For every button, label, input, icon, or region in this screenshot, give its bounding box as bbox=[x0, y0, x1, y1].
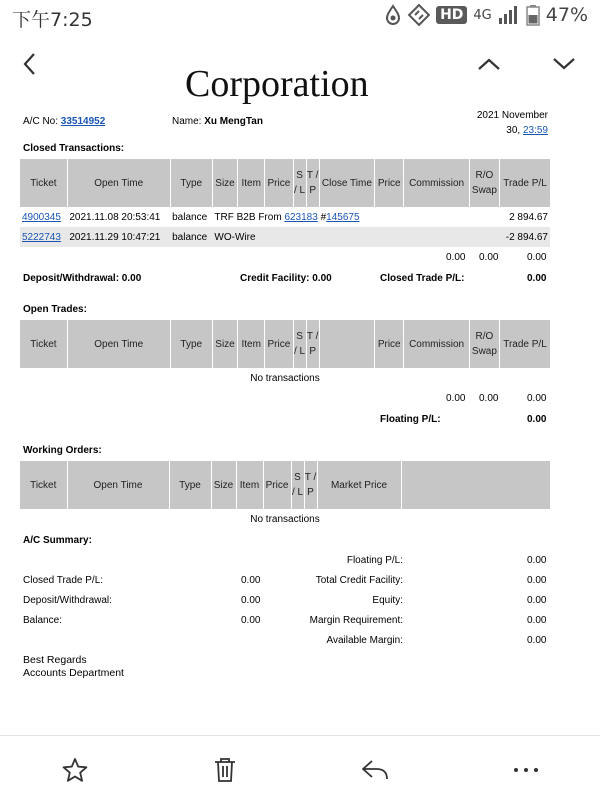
chevron-left-icon bbox=[20, 51, 40, 77]
description-link-2[interactable]: 145675 bbox=[326, 211, 360, 223]
email-action-bar bbox=[0, 735, 600, 800]
col-commission: Commission bbox=[404, 159, 469, 207]
next-email-button[interactable] bbox=[546, 46, 582, 82]
open-total-pl: 0.00 bbox=[527, 393, 547, 404]
col-swap: R/O Swap bbox=[469, 320, 499, 368]
col-ticket: Ticket bbox=[20, 159, 67, 207]
ticket-link[interactable]: 4900345 bbox=[22, 211, 61, 223]
type-cell: balance bbox=[172, 211, 208, 223]
col-type: Type bbox=[170, 159, 212, 207]
col-size: Size bbox=[212, 320, 237, 368]
col-type: Type bbox=[169, 461, 211, 509]
working-orders-title: Working Orders: bbox=[23, 445, 102, 456]
col-price: Price bbox=[265, 320, 293, 368]
summary-equity-label: Equity: bbox=[372, 595, 403, 606]
empty-row bbox=[20, 509, 550, 529]
type-cell: balance bbox=[170, 227, 212, 247]
report-date bbox=[477, 108, 548, 138]
company-heading: Corporation bbox=[185, 63, 369, 105]
chevron-down-icon bbox=[551, 54, 577, 74]
description-prefix: TRF B2B From bbox=[214, 211, 282, 223]
summary-balance-label: Balance: bbox=[23, 615, 62, 626]
open-total-swap: 0.00 bbox=[479, 393, 499, 404]
col-sl: S / L bbox=[293, 320, 306, 368]
ac-no-link[interactable]: 33514952 bbox=[60, 116, 106, 127]
col-type: Type bbox=[170, 320, 212, 368]
email-body bbox=[0, 63, 600, 734]
col-price: Price bbox=[265, 159, 293, 207]
summary-margin-req-value: 0.00 bbox=[527, 615, 547, 626]
closed-total-swap: 0.00 bbox=[479, 252, 499, 263]
summary-floating-label: Floating P/L: bbox=[346, 555, 403, 566]
closed-total-commission: 0.00 bbox=[446, 252, 466, 263]
more-button[interactable] bbox=[510, 754, 542, 786]
credit-facility-summary: Credit Facility: 0.00 bbox=[240, 273, 332, 284]
col-market-price: Market Price bbox=[317, 461, 401, 509]
back-button[interactable] bbox=[12, 46, 48, 82]
description-cell: WO-Wire bbox=[212, 227, 499, 247]
trade-pl-cell: -2 894.67 bbox=[500, 227, 550, 247]
col-open-time: Open Time bbox=[67, 320, 170, 368]
closed-transactions-title: Closed Transactions: bbox=[23, 143, 125, 154]
col-trade-pl: Trade P/L bbox=[500, 159, 550, 207]
deposit-withdrawal-summary: Deposit/Withdrawal: 0.00 bbox=[23, 273, 142, 284]
col-tp: T / P bbox=[304, 461, 317, 509]
summary-balance-value: 0.00 bbox=[241, 615, 261, 626]
previous-email-button[interactable] bbox=[471, 46, 507, 82]
col-tp: T / P bbox=[306, 320, 319, 368]
nfc-icon bbox=[408, 4, 430, 26]
col-price: Price bbox=[263, 461, 291, 509]
account-name: Xu MengTan bbox=[204, 116, 263, 127]
signal-icon bbox=[498, 4, 520, 26]
closed-trade-pl-label: Closed Trade P/L: bbox=[380, 273, 465, 284]
ac-no-label: A/C No: bbox=[23, 116, 59, 127]
summary-margin-req-label: Margin Requirement: bbox=[309, 615, 403, 626]
col-size: Size bbox=[212, 159, 237, 207]
no-transactions-text: No transactions bbox=[250, 513, 320, 525]
summary-total-credit-value: 0.00 bbox=[527, 575, 547, 586]
open-trades-title: Open Trades: bbox=[23, 304, 87, 315]
open-trades-table bbox=[20, 320, 550, 388]
col-blank bbox=[401, 461, 550, 509]
description-hash: # bbox=[320, 211, 327, 223]
closed-header-row bbox=[20, 159, 550, 207]
col-tp: T / P bbox=[306, 159, 319, 207]
col-sl: S / L bbox=[291, 461, 304, 509]
status-icons bbox=[384, 4, 588, 26]
summary-equity-value: 0.00 bbox=[527, 595, 547, 606]
date-line-2: 30, bbox=[506, 125, 521, 136]
battery-icon bbox=[526, 4, 540, 26]
col-sl: S / L bbox=[293, 159, 306, 207]
open-time-cell: 2021.11.29 10:47:21 bbox=[67, 227, 170, 247]
star-icon bbox=[61, 756, 89, 784]
account-name-row bbox=[172, 116, 263, 127]
col-open-time: Open Time bbox=[67, 159, 170, 207]
floating-pl-label: Floating P/L: bbox=[380, 414, 441, 425]
summary-deposit-value: 0.00 bbox=[241, 595, 261, 606]
col-current-price: Price bbox=[375, 320, 404, 368]
summary-available-value: 0.00 bbox=[527, 635, 547, 646]
col-open-time: Open Time bbox=[67, 461, 169, 509]
network-type: 4G bbox=[473, 7, 492, 23]
col-blank bbox=[319, 320, 374, 368]
empty-row bbox=[20, 368, 550, 388]
summary-available-label: Available Margin: bbox=[326, 635, 403, 646]
name-label: Name: bbox=[172, 116, 202, 127]
reply-button[interactable] bbox=[359, 754, 391, 786]
col-item: Item bbox=[238, 320, 265, 368]
closed-transactions-table bbox=[20, 159, 550, 247]
summary-closed-value: 0.00 bbox=[241, 575, 261, 586]
table-row bbox=[20, 227, 550, 247]
hd-badge: HD bbox=[436, 6, 467, 24]
date-line-1: 2021 November bbox=[476, 110, 548, 121]
summary-deposit-label: Deposit/Withdrawal: bbox=[23, 595, 112, 606]
date-time-link[interactable]: 23:59 bbox=[522, 125, 548, 136]
working-header-row bbox=[20, 461, 550, 509]
open-header-row bbox=[20, 320, 550, 368]
working-orders-table bbox=[20, 461, 550, 529]
trash-icon bbox=[212, 756, 238, 784]
closed-total-pl: 0.00 bbox=[527, 252, 547, 263]
col-item: Item bbox=[236, 461, 263, 509]
more-icon bbox=[512, 765, 540, 775]
battery-percent: 47% bbox=[545, 4, 588, 26]
drop-icon bbox=[384, 4, 402, 26]
col-swap: R/O Swap bbox=[469, 159, 499, 207]
col-ticket: Ticket bbox=[20, 461, 67, 509]
col-commission: Commission bbox=[404, 320, 469, 368]
open-time-cell: 2021.11.08 20:53:41 bbox=[69, 211, 161, 223]
delete-button[interactable] bbox=[209, 754, 241, 786]
star-button[interactable] bbox=[59, 754, 91, 786]
col-ticket: Ticket bbox=[20, 320, 67, 368]
col-close-time: Close Time bbox=[319, 159, 374, 207]
no-transactions-text: No transactions bbox=[250, 372, 320, 384]
ac-summary-title: A/C Summary: bbox=[23, 535, 92, 546]
trade-pl-cell: 2 894.67 bbox=[509, 211, 548, 223]
col-item: Item bbox=[238, 159, 265, 207]
description-link-1[interactable]: 623183 bbox=[284, 211, 318, 223]
floating-pl-value: 0.00 bbox=[527, 414, 547, 425]
chevron-up-icon bbox=[476, 54, 502, 74]
ticket-link[interactable]: 5222743 bbox=[22, 231, 61, 243]
closed-trade-pl-value: 0.00 bbox=[527, 273, 547, 284]
reply-icon bbox=[360, 757, 390, 783]
status-time: 下午7:25 bbox=[12, 9, 93, 31]
summary-floating-value: 0.00 bbox=[527, 555, 547, 566]
description-cell bbox=[212, 207, 499, 227]
table-row bbox=[20, 207, 550, 227]
open-total-commission: 0.00 bbox=[446, 393, 466, 404]
status-bar bbox=[0, 0, 600, 34]
signature-line-2: Accounts Department bbox=[23, 667, 124, 679]
summary-total-credit-label: Total Credit Facility: bbox=[315, 575, 403, 586]
signature-line-1: Best Regards bbox=[23, 654, 87, 666]
col-close-price: Price bbox=[375, 159, 404, 207]
col-trade-pl: Trade P/L bbox=[500, 320, 550, 368]
col-size: Size bbox=[211, 461, 236, 509]
summary-closed-label: Closed Trade P/L: bbox=[23, 575, 104, 586]
account-number-row bbox=[23, 116, 105, 127]
